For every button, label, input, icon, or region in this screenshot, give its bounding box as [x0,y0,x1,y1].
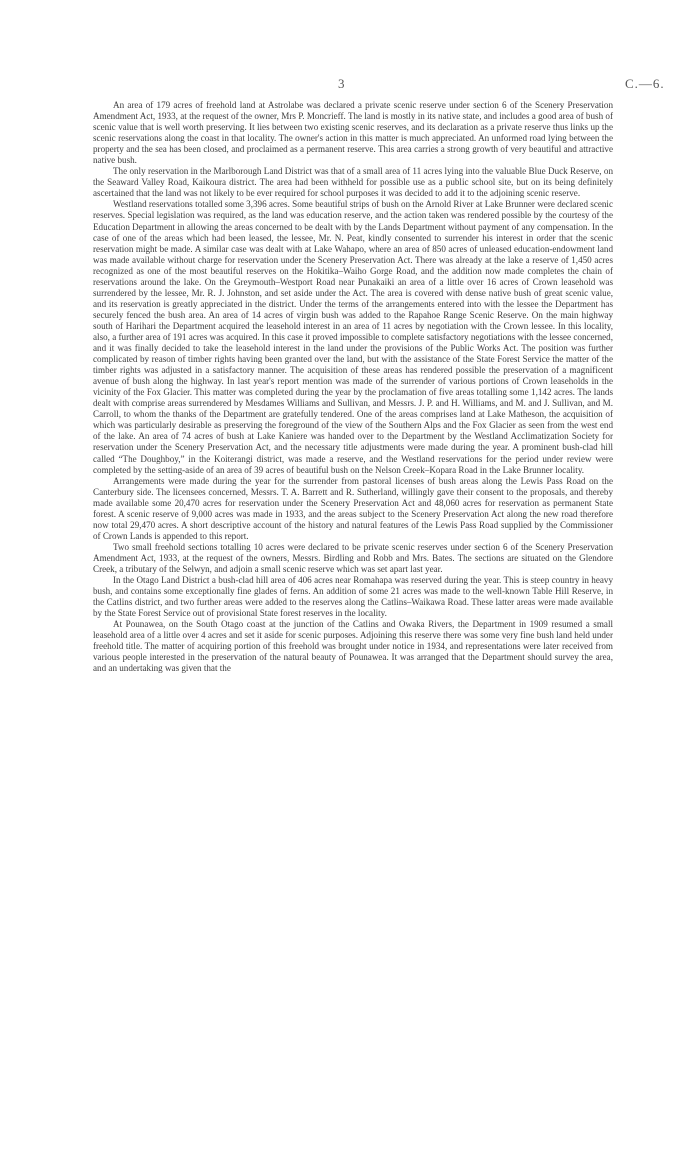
paragraph-marlborough: The only reservation in the Marlborough Land District was that of a small area of 11 acres lying into the valuable Blue Duck Reserve, on the Seaward Valley Road, Kaikoura district. The area had been withheld for possible use as a public school site, but on its being definitely ascertained that the land was not likely to be ever required for school purposes it was decided to add it to the adjoining scenic reserve. [93,166,613,199]
paragraph-pounawea: At Pounawea, on the South Otago coast at the junction of the Catlins and Owaka Rivers, the Department in 1909 resumed a small leasehold area of a little over 4 acres and set it aside for scenic purposes. Adjoining this reserve there was some very fine bush land held under freehold title. The matter of acquiring portion of this freehold was brought under notice in 1934, and representations were later received from various people interested in the preservation of the natural beauty of Pounawea. It was arranged that the Department should survey the area, and an undertaking was given that the [93,619,613,674]
paragraph-otago: In the Otago Land District a bush-clad hill area of 406 acres near Romahapa was reserved during the year. This is steep country in heavy bush, and contains some exceptionally fine glades of ferns. An addition of some 21 acres was made to the well-known Table Hill Reserve, in the Catlins district, and two further areas were added to the reserves along the Catlins–Waikawa Road. These latter areas were made available by the State Forest Service out of provisional State forest reserves in the locality. [93,575,613,619]
document-code: C.—6. [625,76,665,91]
page-number: 3 [338,76,345,91]
paragraph-westland: Westland reservations totalled some 3,396 acres. Some beautiful strips of bush on the Arnold River at Lake Brunner were declared scenic reserves. Special legislation was required, as the land was education reserve, and the action taken was rendered possible by the courtesy of the Education Department in allowing the areas concerned to be dealt with by the Lands Department without payment of any compensation. In the case of one of the areas which had been leased, the lessee, Mr. N. Peat, kindly consented to surrender his interest in order that the scenic reservation might be made. A similar case was dealt with at Lake Wahapo, where an area of 850 acres of unleased education-endowment land was made available without charge for reservation under the Scenery Preservation Act. There was already at the lake a reserve of 1,450 acres recognized as one of the most beautiful reserves on the Hokitika–Waiho Gorge Road, and the addition now made completes the chain of reservations around the lake. On the Greymouth–Westport Road near Punakaiki an area of a little over 16 acres of Crown leasehold was surrendered by the lessee, Mr. R. J. Johnston, and set aside under the Act. The area is covered with dense native bush of great scenic value, and its reservation is greatly appreciated in the district. Under the terms of the arrangements entered into with the lessee the Department has securely fenced the bush area. An area of 14 acres of virgin bush was added to the Rapahoe Range Scenic Reserve. On the main highway south of Harihari the Department acquired the leasehold interest in an area of 11 acres by negotiation with the Crown lessee. In this locality, also, a further area of 191 acres was acquired. In this case it proved impossible to complete satisfactory negotiations with the lessee concerned, and it was finally decided to take the leasehold interest in the land under the provisions of the Public Works Act. The position was further complicated by reason of timber rights having been granted over the land, but with the assistance of the State Forest Service the matter of the timber rights was adjusted in a satisfactory manner. The acquisition of these areas has rendered possible the preservation of a magnificent avenue of bush along the highway. In last year's report mention was made of the surrender of various portions of Crown leaseholds in the vicinity of the Fox Glacier. This matter was completed during the year by the proclamation of five areas totalling some 1,142 acres. The lands dealt with comprise areas surrendered by Mesdames Williams and Sullivan, and Messrs. J. P. and H. Williams, and M. and J. Sullivan, and M. Carroll, to whom the thanks of the Department are gratefully tendered. One of the areas comprises land at Lake Matheson, the acquisition of which was particularly desirable as preserving the foreground of the view of the Southern Alps and the Fox Glacier as seen from the west end of the lake. An area of 74 acres of bush at Lake Kaniere was handed over to the Department by the Westland Acclimatization Society for reservation under the Scenery Preservation Act, and the necessary title adjustments were made during the year. A prominent bush-clad hill called “The Doughboy,” in the Koiterangi district, was made a reserve, and the Westland reservations for the period under review were completed by the setting-aside of an area of 39 acres of beautiful bush on the Nelson Creek–Kopara Road in the Lake Brunner locality. [93,199,613,475]
report-body [93,100,613,674]
paragraph-glendore-creek: Two small freehold sections totalling 10 acres were declared to be private scenic reserves under section 6 of the Scenery Preservation Amendment Act, 1933, at the request of the owners, Messrs. Birdling and Robb and Mrs. Bates. The sections are situated on the Glendore Creek, a tributary of the Selwyn, and adjoin a small scenic reserve which was set apart last year. [93,541,613,574]
paragraph-lewis-pass: Arrangements were made during the year for the surrender from pastoral licenses of bush areas along the Lewis Pass Road on the Canterbury side. The licensees concerned, Messrs. T. A. Barrett and R. Sutherland, willingly gave their consent to the proposals, and thereby made available some 20,470 acres for reservation under the Scenery Preservation Act and 48,060 acres for reservation as permanent State forest. A scenic reserve of 9,000 acres was made in 1933, and the areas subject to the Scenery Preservation Act along the new road therefore now total 29,470 acres. A short descriptive account of the history and natural features of the Lewis Pass Road supplied by the Commissioner of Crown Lands is appended to this report. [93,475,613,541]
page-header [0,76,700,96]
paragraph-astrolabe: An area of 179 acres of freehold land at Astrolabe was declared a private scenic reserve under section 6 of the Scenery Preservation Amendment Act, 1933, at the request of the owner, Mrs P. Moncrieff. The land is mostly in its native state, and includes a good area of bush of scenic value that is well worth preserving. It lies between two existing scenic reserves, and its declaration as a private reserve thus links up the scenic reservations along the coast in that locality. The owner's action in this matter is much appreciated. An unformed road lying between the property and the sea has been closed, and proclaimed as a permanent reserve. This area carries a strong growth of very beautiful and attractive native bush. [93,100,613,166]
